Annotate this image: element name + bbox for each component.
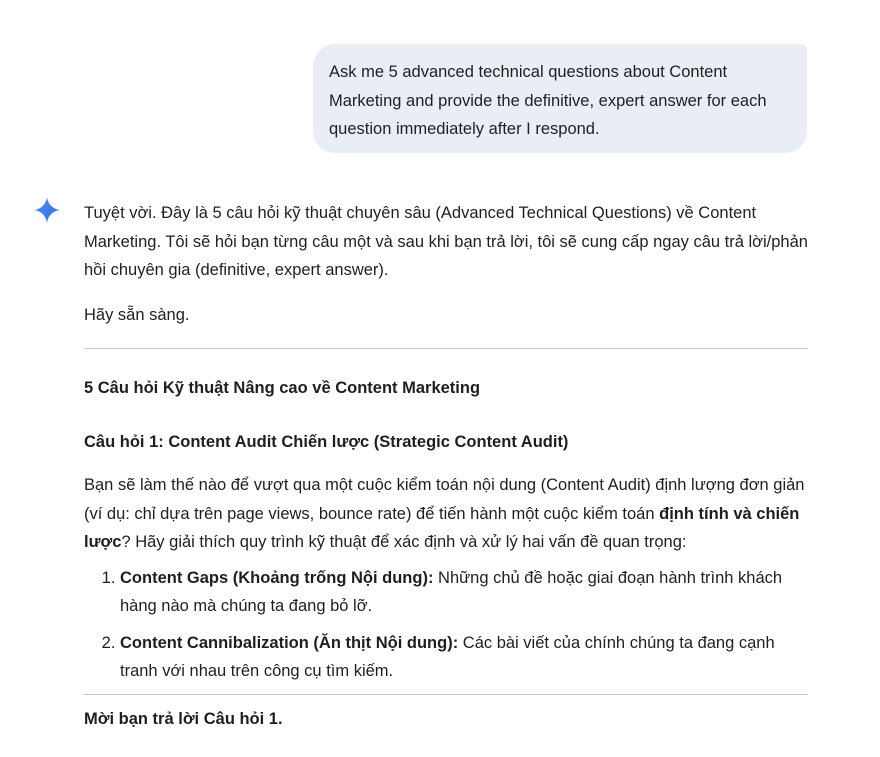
question-1-body-bold: định tính và chiến lược — [84, 504, 800, 551]
list-item-desc: Các bài viết của chính chúng ta đang cạnh tranh với nhau trên công cụ tìm kiếm. — [120, 633, 775, 680]
list-item — [120, 564, 808, 621]
question-1-body-pre: Bạn sẽ làm thế nào để vượt qua một cuộc kiểm toán nội dung (Content Audit) định lượng đơn giản (ví dụ: chỉ dựa trên page views, bounce rate) để tiến hành một cuộc kiểm toán — [84, 476, 805, 523]
list-item — [120, 629, 808, 686]
intro-paragraph: Tuyệt vời. Đây là 5 câu hỏi kỹ thuật chuyên sâu (Advanced Technical Questions) về Content Marketing. Tôi sẽ hỏi bạn từng câu một và sau khi bạn trả lời, tôi sẽ cung cấp ngay câu trả lời/phản hồi chuyên gia (definitive, expert answer). — [84, 204, 808, 279]
divider — [84, 348, 808, 349]
list-item-desc: Những chủ đề hoặc giai đoạn hành trình khách hàng nào mà chúng ta đang bỏ lỡ. — [120, 568, 783, 615]
list-item-term: Content Gaps (Khoảng trống Nội dung): — [120, 568, 434, 587]
section-heading: 5 Câu hỏi Kỹ thuật Nâng cao về Content Marketing — [84, 379, 481, 397]
answer-prompt: Mời bạn trả lời Câu hỏi 1. — [84, 709, 283, 728]
assistant-response — [84, 199, 808, 733]
gemini-sparkle-icon — [34, 197, 60, 223]
user-message-bubble — [313, 44, 807, 153]
issue-list — [84, 564, 808, 686]
divider — [84, 694, 808, 695]
list-item-term: Content Cannibalization (Ăn thịt Nội dung): — [120, 633, 459, 652]
question-1-body-post: ? Hãy giải thích quy trình kỹ thuật để xác định và xử lý hai vấn đề quan trọng: — [121, 533, 687, 551]
ready-paragraph: Hãy sẵn sàng. — [84, 305, 190, 324]
question-1-title: Câu hỏi 1: Content Audit Chiến lược (Strategic Content Audit) — [84, 432, 569, 451]
question-1-body — [84, 471, 808, 557]
user-message-text: Ask me 5 advanced technical questions about Content Marketing and provide the definitive, expert answer for each question immediately after I respond. — [329, 63, 767, 138]
